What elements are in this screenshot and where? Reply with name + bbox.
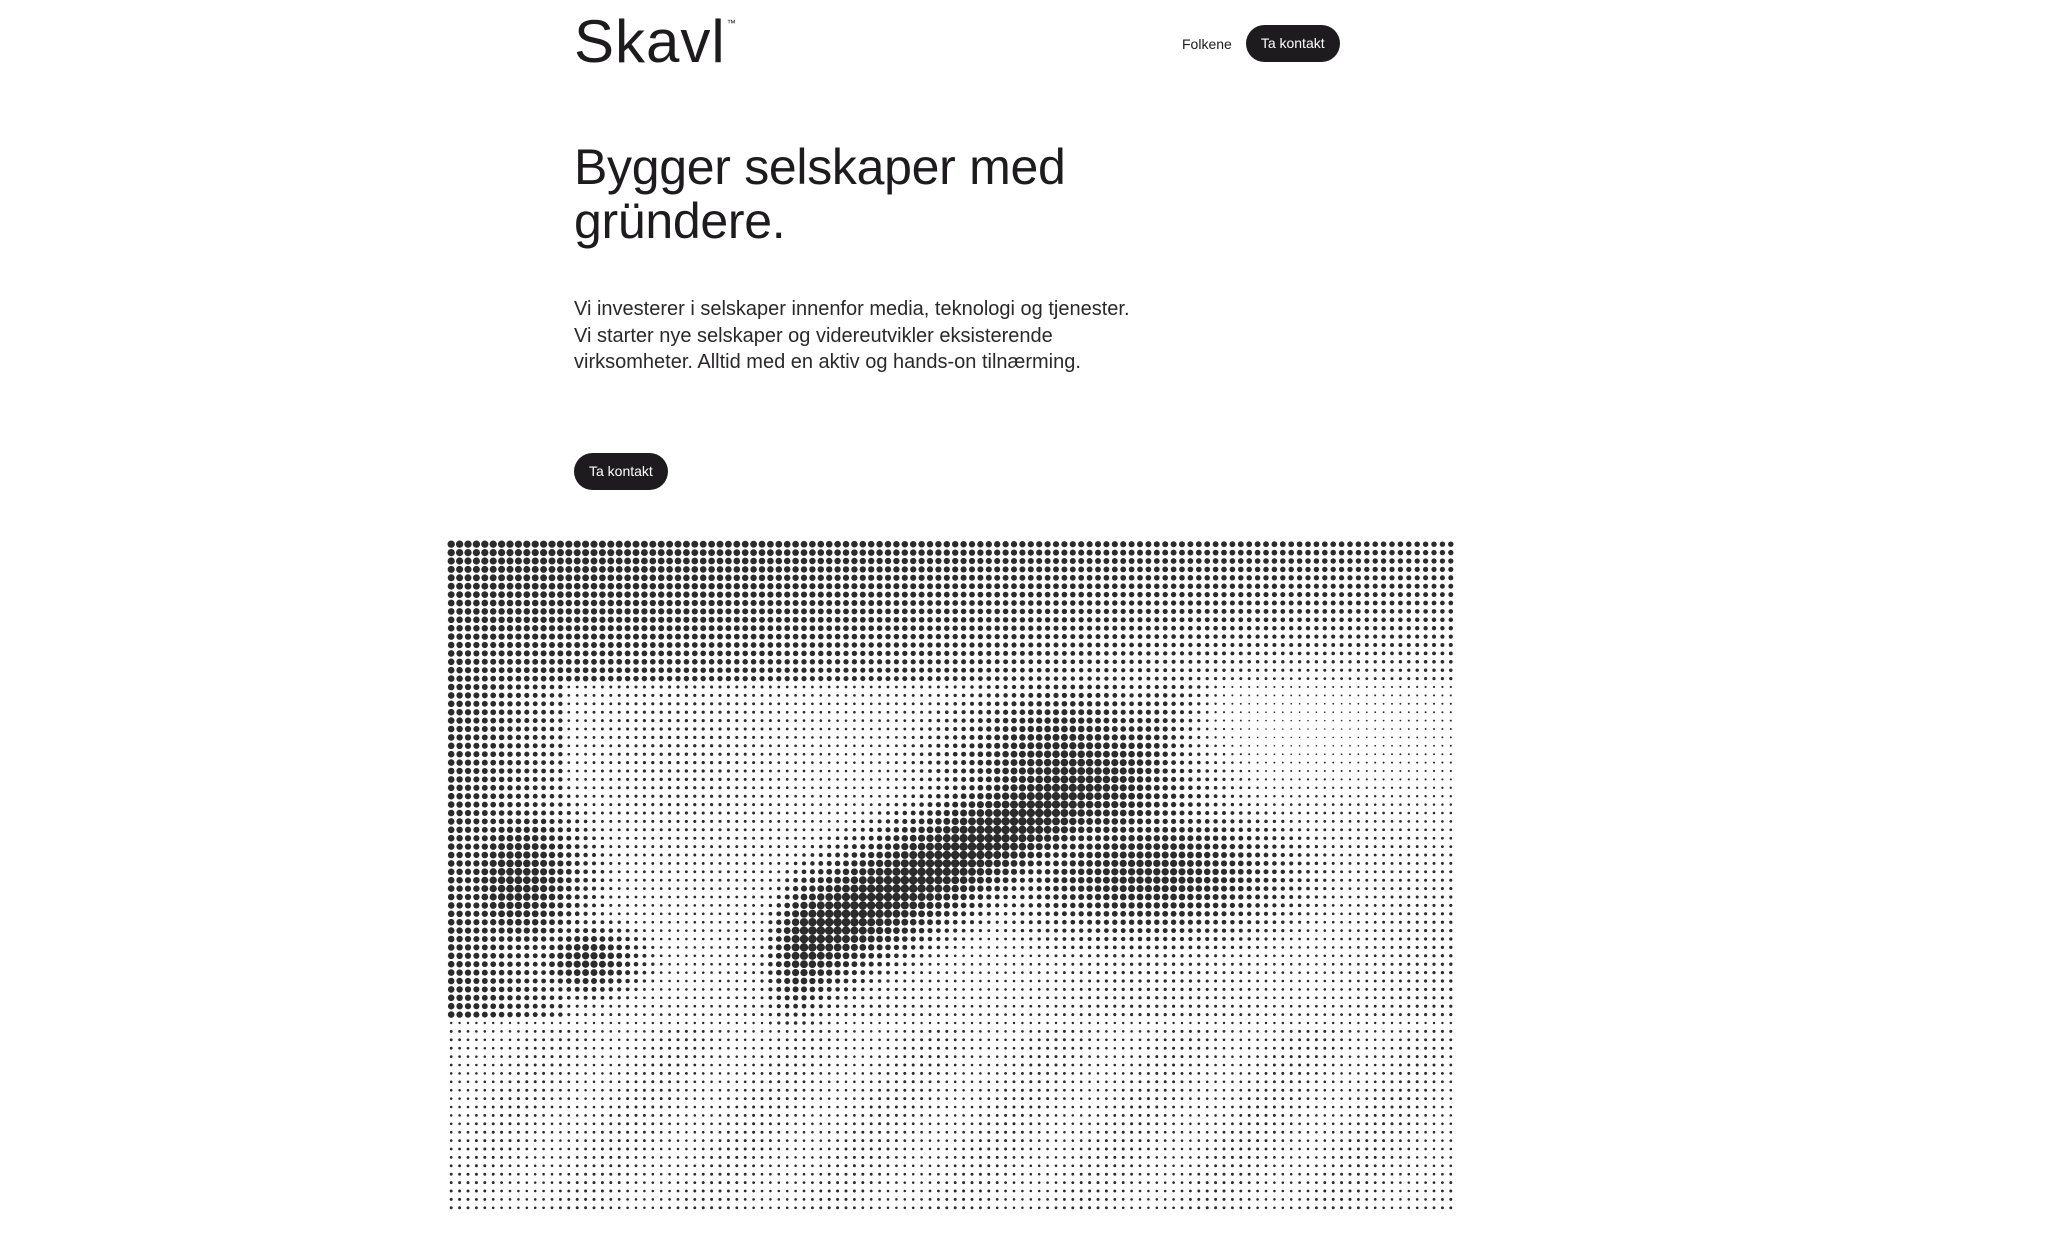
site-header	[0, 0, 2048, 90]
logo-text: Skavl	[574, 8, 726, 75]
header-contact-button[interactable]: Ta kontakt	[1246, 25, 1340, 62]
hero-section	[574, 140, 1194, 376]
main-nav	[1180, 25, 1340, 62]
hero-contact-button[interactable]: Ta kontakt	[574, 453, 668, 490]
trademark-symbol: ™	[726, 18, 736, 28]
hero-title	[574, 140, 1194, 248]
hero-title-line-2: gründere.	[574, 193, 786, 249]
halftone-dots	[447, 540, 1457, 1213]
hero-title-line-1: Bygger selskaper med	[574, 139, 1066, 195]
logo[interactable]	[574, 8, 736, 75]
nav-link-folkene[interactable]: Folkene	[1182, 35, 1232, 52]
hero-lead-text: Vi investerer i selskaper innenfor media, teknologi og tjenester. Vi starter nye selskaper og videreutvikler eksisterende virksomheter. Alltid med en aktiv og hands-on tilnærming.	[574, 298, 1130, 373]
halftone-wave-image	[447, 540, 1457, 1213]
